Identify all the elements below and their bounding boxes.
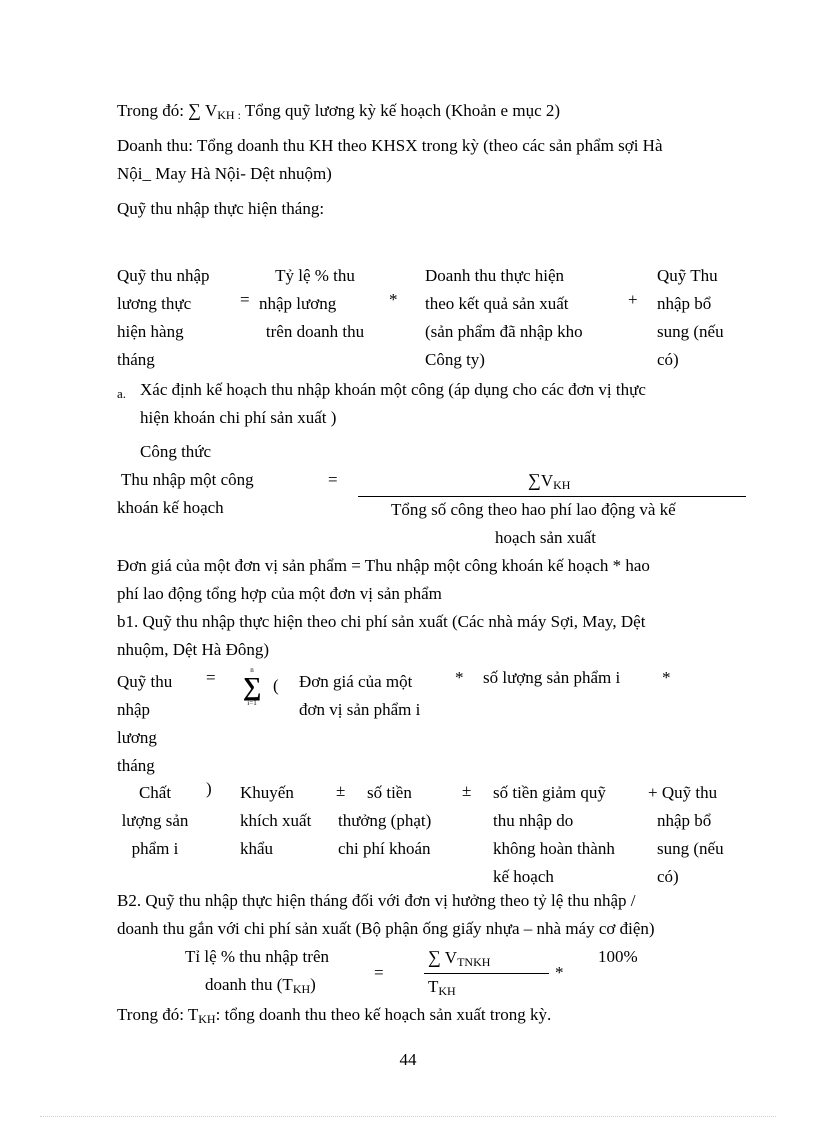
footer-divider bbox=[40, 1116, 776, 1117]
formula1-plus: + bbox=[628, 290, 638, 309]
b2-lhs-2: doanh thu $(T_{KH})$ bbox=[205, 975, 316, 996]
b2-trong-do: Trong đó: $T_{KH}$: tổng doanh thu theo kế hoạch sản xuất trong kỳ. bbox=[117, 1005, 552, 1026]
section-a-marker: a. bbox=[117, 386, 127, 401]
section-a-numerator: $\sum V_{KH}$ bbox=[528, 470, 571, 492]
b2-fraction-bar bbox=[424, 973, 549, 974]
sigma-symbol: ∑ bbox=[528, 470, 541, 490]
quy-thu-nhap-heading: Quỹ thu nhập thực hiện tháng: bbox=[117, 199, 325, 218]
b1-don-gia: Đơn giá của một đơn vị sản phẩm i bbox=[299, 672, 421, 719]
section-a-denominator-2: hoạch sản xuất bbox=[495, 528, 597, 547]
b2-percent: 100% bbox=[598, 947, 638, 966]
sum-operator: n ∑ i=1 bbox=[240, 667, 264, 707]
sigma-symbol: ∑ bbox=[428, 947, 441, 967]
b2-numerator: ∑ $V_{TNKH}$ bbox=[428, 947, 491, 969]
b1-quy-thu-bo-sung: + Quỹ thu nhập bổ sung (nếu có) bbox=[648, 783, 724, 886]
fraction-bar bbox=[358, 496, 746, 497]
section-b1-line-2: nhuộm, Dệt Hà Đông) bbox=[117, 640, 270, 659]
b2-denominator: $T_{KH}$ bbox=[428, 977, 456, 998]
section-a-equals: = bbox=[328, 470, 338, 489]
b1-lhs: Quỹ thu nhập lương tháng bbox=[117, 672, 173, 775]
b1-so-tien-giam: số tiền giảm quỹ thu nhập do không hoàn thành kế hoạch bbox=[493, 783, 615, 886]
b1-so-luong: số lượng sản phẩm i bbox=[483, 668, 621, 687]
trong-do-line: Trong đó: ∑ $V_{KH}$ $_:$ Tổng quỹ lương kỳ kế hoạch (Khoản e mục 2) bbox=[117, 100, 561, 122]
b2-equals: = bbox=[374, 963, 384, 982]
section-b2-line-2: doanh thu gắn với chi phí sản xuất (Bộ phận ống giấy nhựa – nhà máy cơ điện) bbox=[117, 919, 655, 938]
section-a-line-1: Xác định kế hoạch thu nhập khoán một công (áp dụng cho các đơn vị thực bbox=[140, 380, 646, 399]
b1-multiply-1: * bbox=[455, 668, 464, 687]
formula1-equals: = bbox=[240, 290, 250, 309]
don-gia-line-2: phí lao động tổng hợp của một đơn vị sản phẩm bbox=[117, 584, 442, 603]
b2-lhs-1: Tỉ lệ % thu nhập trên bbox=[185, 947, 329, 966]
sigma-symbol: ∑ bbox=[188, 100, 202, 120]
formula1-multiply: * bbox=[389, 290, 398, 309]
formula1-ty-le: Tỷ lệ % thu nhập lương trên doanh thu bbox=[259, 266, 365, 341]
sigma-symbol: ∑ bbox=[242, 672, 262, 701]
b1-paren-close: ) bbox=[206, 779, 212, 798]
don-gia-line-1: Đơn giá của một đơn vị sản phẩm = Thu nhập một công khoán kế hoạch * hao bbox=[117, 556, 650, 575]
b1-plus-minus-1: ± bbox=[336, 781, 346, 800]
b1-plus-minus-2: ± bbox=[462, 781, 472, 800]
thu-nhap-lhs-1: Thu nhập một công bbox=[121, 470, 254, 489]
section-b1-line-1: b1. Quỹ thu nhập thực hiện theo chi phí sản xuất (Các nhà máy Sợi, May, Dệt bbox=[117, 612, 646, 631]
page-number: 44 bbox=[399, 1050, 417, 1069]
formula1-quy-thu: Quỹ Thu nhập bổ sung (nếu có) bbox=[657, 266, 724, 369]
formula1-lhs: Quỹ thu nhập lương thực hiện hàng tháng bbox=[117, 266, 210, 369]
b1-equals: = bbox=[206, 668, 216, 687]
b1-chat-luong: Chất lượng sản phẩm i bbox=[121, 783, 189, 858]
doanh-thu-line-1: Doanh thu: Tổng doanh thu KH theo KHSX trong kỳ (theo các sản phẩm sợi Hà bbox=[117, 136, 663, 155]
cong-thuc-label: Công thức bbox=[140, 442, 212, 461]
b1-so-tien-thuong: số tiền thưởng (phạt) chi phí khoán bbox=[338, 783, 432, 858]
b1-paren-open: ( bbox=[273, 676, 279, 695]
b2-multiply: * bbox=[555, 963, 564, 982]
section-a-line-2: hiện khoán chi phí sản xuất ) bbox=[140, 408, 337, 427]
section-b2-line-1: B2. Quỹ thu nhập thực hiện tháng đối với đơn vị hưởng theo tỷ lệ thu nhập / bbox=[117, 891, 636, 910]
b1-khuyen-khich: Khuyến khích xuất khẩu bbox=[240, 783, 312, 858]
doanh-thu-line-2: Nội_ May Hà Nội- Dệt nhuộm) bbox=[117, 164, 332, 183]
thu-nhap-lhs-2: khoán kế hoạch bbox=[117, 498, 224, 517]
formula1-doanh-thu: Doanh thu thực hiện theo kết quả sản xuất (sản phẩm đã nhập kho Công ty) bbox=[425, 266, 583, 369]
section-a-denominator-1: Tổng số công theo hao phí lao động và kế bbox=[391, 500, 676, 519]
b1-multiply-2: * bbox=[662, 668, 671, 687]
